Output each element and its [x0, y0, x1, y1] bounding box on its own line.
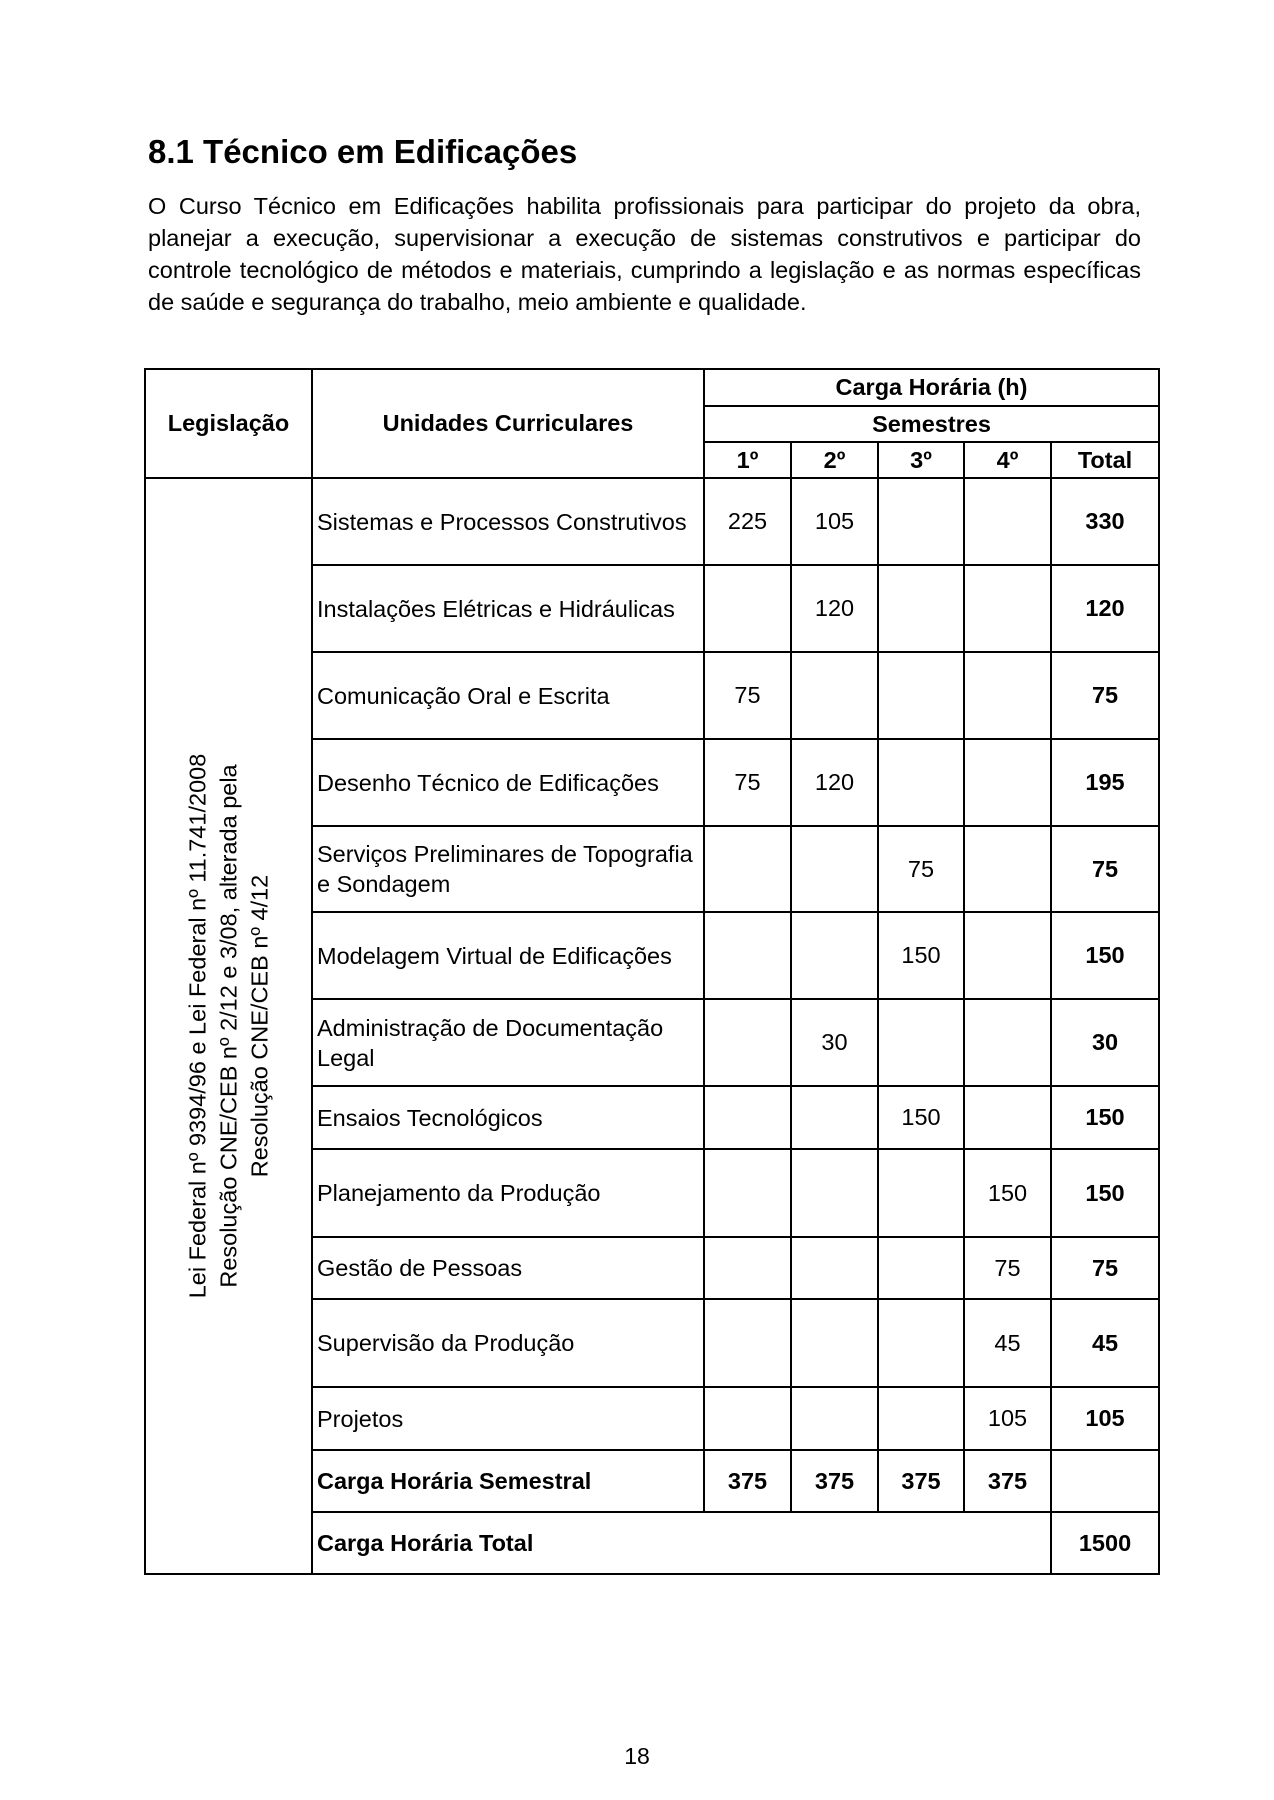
- grand-total-value: 1500: [1051, 1512, 1159, 1574]
- semestral-s3: 375: [878, 1450, 964, 1512]
- total-hours: 150: [1051, 1086, 1159, 1149]
- total-hours: 75: [1051, 826, 1159, 912]
- semester-hours-s3: [878, 478, 964, 565]
- semester-hours-s3: 150: [878, 912, 964, 999]
- semester-hours-s2: [791, 912, 878, 999]
- semester-hours-s4: 45: [964, 1299, 1051, 1387]
- semester-hours-s2: 105: [791, 478, 878, 565]
- semester-hours-s2: 120: [791, 565, 878, 652]
- semester-hours-s4: 150: [964, 1149, 1051, 1237]
- legislation-line: Resolução CNE/CEB nº 4/12: [246, 874, 272, 1178]
- legislation-line: Resolução CNE/CEB nº 2/12 e 3/08, alterada pela: [215, 764, 241, 1288]
- header-sem-2: 2º: [791, 442, 878, 478]
- unit-name: Modelagem Virtual de Edificações: [312, 912, 704, 999]
- legislation-cell: [145, 478, 312, 1574]
- semester-hours-s2: [791, 1299, 878, 1387]
- semester-hours-s1: [704, 1237, 791, 1299]
- total-hours: 105: [1051, 1387, 1159, 1450]
- grand-total-label: Carga Horária Total: [312, 1512, 1051, 1574]
- header-sem-4: 4º: [964, 442, 1051, 478]
- semester-hours-s1: [704, 1387, 791, 1450]
- total-hours: 75: [1051, 652, 1159, 739]
- semester-hours-s1: [704, 826, 791, 912]
- intro-paragraph: O Curso Técnico em Edificações habilita profissionais para participar do projeto da obra, planejar a execução, supervisionar a execução de sistemas construtivos e participar do controle tecnológico de métodos e materiais, cumprindo a legislação e as normas específicas de saúde e segurança do trabalho, meio ambiente e qualidade.: [148, 193, 1141, 315]
- semester-hours-s2: [791, 652, 878, 739]
- unit-name: Desenho Técnico de Edificações: [312, 739, 704, 826]
- semester-hours-s3: [878, 1237, 964, 1299]
- unit-name: Supervisão da Produção: [312, 1299, 704, 1387]
- total-hours: 330: [1051, 478, 1159, 565]
- semester-hours-s4: [964, 912, 1051, 999]
- total-hours: 45: [1051, 1299, 1159, 1387]
- semester-hours-s4: 105: [964, 1387, 1051, 1450]
- semester-hours-s2: 30: [791, 999, 878, 1086]
- unit-name: Planejamento da Produção: [312, 1149, 704, 1237]
- semester-hours-s3: 150: [878, 1086, 964, 1149]
- unit-name: Sistemas e Processos Construtivos: [312, 478, 704, 565]
- curriculum-table: [144, 368, 1160, 1575]
- unit-name: Ensaios Tecnológicos: [312, 1086, 704, 1149]
- semestral-s2: 375: [791, 1450, 878, 1512]
- semester-hours-s2: [791, 826, 878, 912]
- semester-hours-s1: 75: [704, 652, 791, 739]
- semester-hours-s4: [964, 1086, 1051, 1149]
- header-total: Total: [1051, 442, 1159, 478]
- semester-hours-s3: [878, 999, 964, 1086]
- semester-hours-s1: [704, 1299, 791, 1387]
- unit-name: Comunicação Oral e Escrita: [312, 652, 704, 739]
- legislation-text: [182, 706, 275, 1346]
- semester-hours-s3: [878, 1299, 964, 1387]
- unit-name: Projetos: [312, 1387, 704, 1450]
- total-hours: 195: [1051, 739, 1159, 826]
- semester-hours-s3: [878, 739, 964, 826]
- unit-name: Administração de Documentação Legal: [312, 999, 704, 1086]
- unit-name: Instalações Elétricas e Hidráulicas: [312, 565, 704, 652]
- header-unidades: Unidades Curriculares: [312, 369, 704, 478]
- semester-hours-s3: [878, 1387, 964, 1450]
- semester-hours-s2: [791, 1086, 878, 1149]
- semestral-s1: 375: [704, 1450, 791, 1512]
- semestral-label: Carga Horária Semestral: [312, 1450, 704, 1512]
- semester-hours-s4: [964, 478, 1051, 565]
- header-sem-1: 1º: [704, 442, 791, 478]
- semester-hours-s4: [964, 826, 1051, 912]
- semester-hours-s3: [878, 652, 964, 739]
- semester-hours-s2: [791, 1149, 878, 1237]
- header-sem-3: 3º: [878, 442, 964, 478]
- semester-hours-s1: [704, 565, 791, 652]
- semester-hours-s2: [791, 1387, 878, 1450]
- semester-hours-s4: [964, 565, 1051, 652]
- semester-hours-s1: [704, 999, 791, 1086]
- semestral-s4: 375: [964, 1450, 1051, 1512]
- semester-hours-s4: [964, 739, 1051, 826]
- total-hours: 30: [1051, 999, 1159, 1086]
- semester-hours-s4: [964, 652, 1051, 739]
- header-semestres: Semestres: [704, 406, 1159, 442]
- semester-hours-s2: [791, 1237, 878, 1299]
- semester-hours-s4: [964, 999, 1051, 1086]
- page-number: 18: [624, 1743, 650, 1769]
- unit-name: Gestão de Pessoas: [312, 1237, 704, 1299]
- semester-hours-s3: 75: [878, 826, 964, 912]
- semester-hours-s1: 75: [704, 739, 791, 826]
- total-hours: 150: [1051, 1149, 1159, 1237]
- header-legislacao: Legislação: [145, 369, 312, 478]
- unit-name: Serviços Preliminares de Topografia e Sondagem: [312, 826, 704, 912]
- semester-hours-s2: 120: [791, 739, 878, 826]
- semester-hours-s4: 75: [964, 1237, 1051, 1299]
- semester-hours-s3: [878, 1149, 964, 1237]
- semester-hours-s1: 225: [704, 478, 791, 565]
- semester-hours-s1: [704, 1149, 791, 1237]
- legislation-line: Lei Federal nº 9394/96 e Lei Federal nº 11.741/2008: [184, 753, 210, 1299]
- total-hours: 75: [1051, 1237, 1159, 1299]
- table-row: [145, 478, 1159, 565]
- semester-hours-s1: [704, 912, 791, 999]
- section-title: 8.1 Técnico em Edificações: [148, 133, 578, 170]
- total-hours: 120: [1051, 565, 1159, 652]
- total-hours: 150: [1051, 912, 1159, 999]
- header-carga-horaria: Carga Horária (h): [704, 369, 1159, 406]
- semestral-total: [1051, 1450, 1159, 1512]
- semester-hours-s1: [704, 1086, 791, 1149]
- semester-hours-s3: [878, 565, 964, 652]
